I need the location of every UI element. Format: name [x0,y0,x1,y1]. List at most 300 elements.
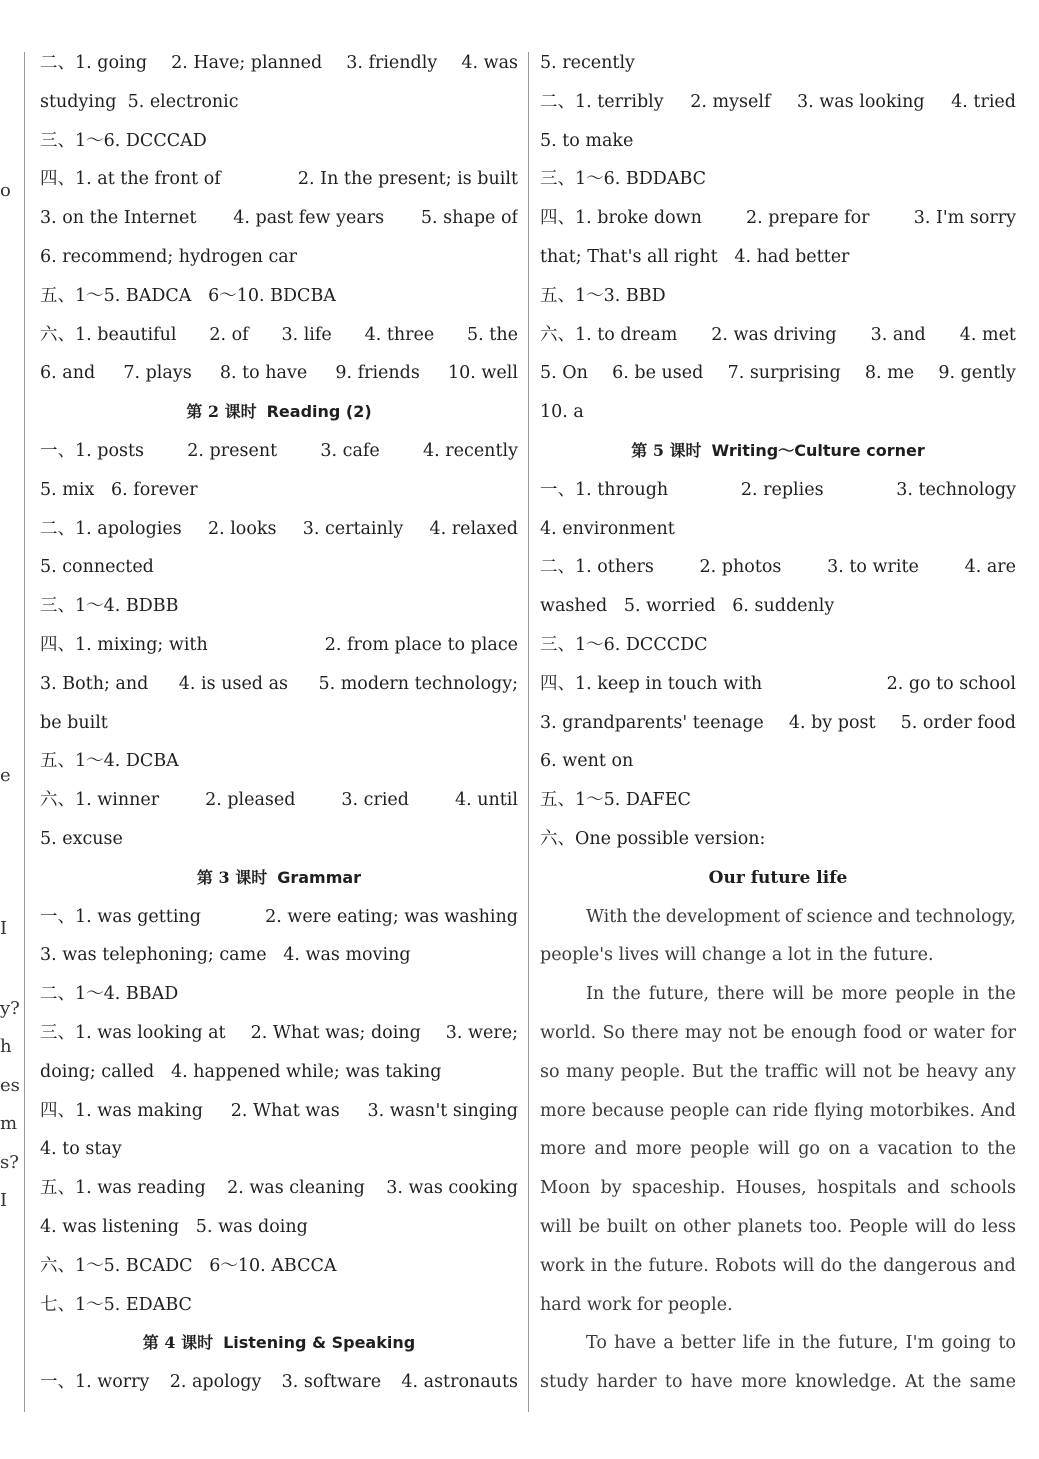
answer-item: 3. to write [827,557,919,578]
essay-line [540,975,1016,1014]
answer-item: 9. friends [335,363,420,384]
essay-word: harder [596,1372,657,1393]
essay-word: food [863,1022,902,1043]
answer-item: 七、1～5. EDABC [40,1294,192,1315]
essay-word: the [932,1372,962,1393]
answer-line [40,1053,518,1092]
answer-line [540,471,1016,510]
answer-item: 5. mix 6. forever [40,479,198,500]
answer-line [40,820,518,859]
answer-item: 三、1～4. BDBB [40,596,179,617]
answer-item: 8. me [864,363,915,384]
answer-item: 3. software [281,1372,382,1393]
essay-word: technology, [915,906,1016,927]
answer-line [40,587,518,626]
answer-item: 4. is used as [178,673,288,694]
answer-item: 一、1. through [540,479,669,500]
answer-item: 三、1～6. BDDABC [540,169,707,190]
essay-word: going [941,1333,992,1354]
answer-item: 2. prepare for [746,208,870,229]
essay-word: by [600,1178,622,1199]
lesson-heading [40,1324,518,1363]
essay-word: have [690,1372,733,1393]
answer-item: 3. wasn't singing [367,1100,518,1121]
answer-line [540,277,1016,316]
lesson-heading [540,432,1016,471]
essay-word: and [877,906,911,927]
answer-item: 2. replies [740,479,824,500]
answer-item: 6. be used [612,363,704,384]
answer-item: 4. tried [951,91,1016,112]
essay-line [540,1130,1016,1169]
answer-line [40,936,518,975]
essay-word: and [594,1139,628,1160]
answer-line [540,238,1016,277]
answer-item: 5. On [540,363,588,384]
answer-line [40,471,518,510]
answer-item: 5. to make [540,130,634,151]
essay-word: go [798,1139,820,1160]
answer-item: 五、1～3. BBD [540,285,666,306]
answer-item: 2. from place to place [324,634,518,655]
essay-word: And [980,1100,1016,1121]
essay-word: future. [648,1255,709,1276]
answer-line [40,432,518,471]
answer-line [540,316,1016,355]
answer-line [40,1169,518,1208]
essay-word: planets [737,1216,803,1237]
answer-item: 四、1. at the front of [40,169,221,190]
answer-item: 三、1～6. DCCCAD [40,130,207,151]
essay-word: in [590,1255,608,1276]
answer-item: 4. three [364,324,435,345]
essay-word: not [862,1061,892,1082]
answer-item: 五、1～5. BADCA 6～10. BDCBA [40,285,336,306]
edge-fragment: o [0,180,11,201]
answer-item: 二、1～4. BBAD [40,984,179,1005]
essay-line [540,936,1016,975]
essay-word: be [811,984,834,1005]
essay-word: the [987,984,1016,1005]
essay-word: people [670,1100,730,1121]
essay-word: too. [808,1216,843,1237]
essay-word: have [614,1333,657,1354]
lesson-heading [40,393,518,432]
essay-word: less [982,1216,1016,1237]
essay-word: many [565,1061,615,1082]
answer-item: 5. order food [900,712,1016,733]
essay-word: the [729,1061,759,1082]
answer-line [40,704,518,743]
answer-line [40,548,518,587]
essay-word: be [578,1216,601,1237]
edge-fragment: I [0,1190,8,1211]
answer-line [540,44,1016,83]
answer-item: 六、1. to dream [540,324,678,345]
answer-line [540,354,1016,393]
essay-word: better [681,1333,736,1354]
answer-item: 三、1～6. DCCCDC [540,634,708,655]
answer-item: 3. cried [341,790,409,811]
essay-word: enough [790,1022,857,1043]
answer-line [540,704,1016,743]
answer-line [40,199,518,238]
answer-item: be built [40,712,108,733]
essay-word: the [632,906,661,927]
essay-word: there [631,1022,679,1043]
left-answer-column [40,44,518,1402]
answer-item: 2. were eating; was washing [265,906,518,927]
essay-word: of [784,906,802,927]
answer-item: 3. life [281,324,332,345]
right-answer-column [540,44,1016,1402]
edge-fragment: h [0,1036,12,1057]
answer-item: 四、1. was making [40,1100,203,1121]
answer-item: washed 5. worried 6. suddenly [540,596,835,617]
essay-word: a [663,1333,674,1354]
essay-word: be [898,1061,920,1082]
essay-word: other [682,1216,731,1237]
essay-word: will [824,1061,857,1082]
essay-word: spaceship. [632,1178,726,1199]
essay-word: development [665,906,781,927]
essay-word: any [984,1061,1016,1082]
answer-line [40,238,518,277]
lesson-number: 第 3 课时 [196,867,268,887]
answer-item: 4. astronauts [401,1372,518,1393]
answer-line [40,626,518,665]
essay-word: People [849,1216,909,1237]
answer-line [540,83,1016,122]
essay-line [540,1363,1016,1402]
answer-line [40,1208,518,1247]
lesson-number: 第 5 课时 [631,440,702,460]
answer-line [540,510,1016,549]
answer-item: that; That's all right 4. had better [540,246,850,267]
answer-line [40,1286,518,1325]
answer-item: 4. by post [788,712,876,733]
answer-item: 2. go to school [886,673,1016,694]
answer-item: 3. friendly [346,53,438,73]
essay-line [540,1247,1016,1286]
answer-item: 2. of [209,324,249,345]
essay-word: in [777,1333,795,1354]
answer-item: 3. was telephoning; came 4. was moving [40,945,411,966]
answer-line [540,160,1016,199]
essay-word: and [906,1178,940,1199]
answer-line [540,665,1016,704]
essay-word: work [540,1255,585,1276]
answer-item: 2. myself [690,91,771,112]
answer-item: 2. present [187,440,278,461]
answer-item: 2. pleased [205,790,296,811]
answer-item: 四、1. mixing; with [40,634,208,655]
column-divider [528,52,529,1412]
essay-word: study [540,1372,589,1393]
essay-word: the [802,1333,831,1354]
essay-word: on [828,1139,851,1160]
answer-item: 6. went on [540,751,634,772]
answer-line [40,1092,518,1131]
essay-title: Our future life [708,867,848,888]
essay-word: built [606,1216,648,1237]
answer-line [40,83,518,122]
essay-word: there [716,984,765,1005]
essay-line [540,1208,1016,1247]
essay-text: hard work for people. [540,1294,733,1315]
essay-word: flying [814,1100,864,1121]
answer-item: 5. modern technology; [318,673,518,694]
essay-word: Houses, [735,1178,807,1199]
essay-word: So [602,1022,626,1043]
answer-line [40,665,518,704]
answer-item: 10. a [540,402,584,423]
answer-item: 六、1. winner [40,790,160,811]
answer-item: 7. surprising [727,363,841,384]
answer-item: 3. was looking [797,91,925,112]
answer-item: 二、1. going [40,53,148,73]
answer-line [540,820,1016,859]
answer-item: 一、1. was getting [40,906,201,927]
answer-line [540,393,1016,432]
answer-line [40,44,518,83]
answer-item: 3. and [870,324,926,345]
answer-item: 3. grandparents' teenage [540,712,764,733]
essay-word: vacation [877,1139,953,1160]
edge-fragment: y? [0,998,20,1019]
answer-line [540,122,1016,161]
essay-word: But [691,1061,723,1082]
essay-word: people [690,1139,750,1160]
essay-line [540,1014,1016,1053]
answer-item: 二、1. others [540,557,654,578]
essay-word: people. [620,1061,686,1082]
essay-word: knowledge. [795,1372,897,1393]
essay-word: more [841,984,888,1005]
essay-word: schools [950,1178,1016,1199]
answer-line [40,510,518,549]
answer-item: 5. recently [540,53,635,73]
answer-item: 4. are [964,557,1016,578]
essay-word: To [586,1333,607,1354]
essay-line [540,898,1016,937]
essay-word: people [895,984,955,1005]
essay-word: future, [648,984,710,1005]
essay-word: will [782,1255,815,1276]
answer-item: 二、1. apologies [40,518,182,539]
lesson-title: Reading (2) [266,402,372,422]
essay-word: same [969,1372,1016,1393]
answer-item: 五、1. was reading [40,1178,206,1199]
answer-item: 2. looks [207,518,277,539]
answer-item: 2. In the present; is built [297,169,518,190]
essay-word: At [905,1372,925,1393]
edge-fragment: I [0,918,8,939]
essay-word: will [914,1216,947,1237]
essay-text: people's lives will change a lot in the future. [540,945,934,966]
essay-word: motorbikes. [869,1100,975,1121]
essay-line [540,1053,1016,1092]
answer-item: 9. gently [938,363,1016,384]
essay-word: In [586,984,605,1005]
answer-item: 4. was [461,53,518,73]
answer-item: 一、1. posts [40,440,144,461]
essay-word: the [612,984,641,1005]
answer-item: 2. apology [169,1372,262,1393]
answer-item: 3. cafe [320,440,380,461]
essay-word: not [728,1022,757,1043]
answer-item: 4. met [959,324,1016,345]
essay-word: to [998,1333,1016,1354]
answer-item: 四、1. keep in touch with [540,673,763,694]
essay-word: may [684,1022,722,1043]
essay-word: heavy [926,1061,978,1082]
answer-item: 5. excuse [40,828,123,849]
answer-item: 3. certainly [302,518,404,539]
answer-line [540,742,1016,781]
answer-item: 10. well [448,363,518,384]
essay-word: more [635,1139,682,1160]
answer-item: 3. on the Internet [40,208,197,229]
answer-item: 2. Have; planned [171,53,323,73]
essay-word: the [987,1139,1016,1160]
answer-item: 7. plays [123,363,192,384]
answer-item: 六、1～5. BCADC 6～10. ABCCA [40,1255,337,1276]
essay-word: hospitals [817,1178,897,1199]
answer-item: 5. the [467,324,518,345]
essay-word: for [990,1022,1016,1043]
answer-item: 2. photos [699,557,782,578]
essay-word: world. [540,1022,597,1043]
answer-item: 4. environment [540,518,675,539]
lesson-title: Listening & Speaking [223,1333,416,1353]
answer-line [40,1247,518,1286]
answer-line [540,199,1016,238]
answer-line [540,781,1016,820]
answer-line [40,160,518,199]
essay-word: to [664,1372,683,1393]
essay-word: in [962,984,980,1005]
answer-line [40,975,518,1014]
essay-word: because [591,1100,665,1121]
answer-item: 4. until [454,790,518,811]
answer-item: 五、1～5. DAFEC [540,790,691,811]
answer-line [40,742,518,781]
essay-word: will [772,984,805,1005]
essay-line [540,1092,1016,1131]
lesson-number: 第 4 课时 [142,1333,214,1353]
answer-line [40,1363,518,1402]
answer-item: 2. was driving [711,324,837,345]
essay-word: dangerous [883,1255,977,1276]
answer-item: studying 5. electronic [40,91,239,112]
essay-word: science [806,906,873,927]
essay-word: be [763,1022,785,1043]
answer-item: 5. connected [40,557,154,578]
answer-line [40,316,518,355]
lesson-number: 第 2 课时 [186,402,257,422]
answer-item: 四、1. broke down [540,208,702,229]
essay-word: Moon [540,1178,591,1199]
lesson-heading [40,859,518,898]
essay-line [540,1324,1016,1363]
edge-fragment: m [0,1113,18,1134]
edge-fragment: e [0,765,11,786]
essay-word: Robots [714,1255,777,1276]
answer-item: 2. was cleaning [227,1178,365,1199]
essay-word: life [742,1333,771,1354]
essay-word: will [540,1216,572,1237]
essay-word: a [858,1139,870,1160]
essay-word: on [654,1216,677,1237]
answer-item: 6. recommend; hydrogen car [40,246,298,267]
answer-item: 六、1. beautiful [40,324,177,345]
answer-item: 2. What was [230,1100,340,1121]
edge-fragment: s? [0,1152,19,1173]
edge-fragment: es [0,1075,20,1096]
essay-word: water [933,1022,985,1043]
answer-item: doing; called 4. happened while; was taking [40,1061,442,1082]
answer-item: 六、One possible version: [540,828,766,849]
answer-item: 2. What was; doing [250,1022,421,1043]
essay-line [540,1169,1016,1208]
answer-item: 4. recently [423,440,518,461]
answer-item: 三、1. was looking at [40,1022,226,1043]
essay-word: so [540,1061,560,1082]
essay-word: traffic [764,1061,819,1082]
answer-item: 一、1. worry [40,1372,150,1393]
essay-word: I'm [905,1333,934,1354]
essay-word: more [540,1100,586,1121]
answer-item: 4. past few years [233,208,385,229]
left-margin-rule [24,52,25,1412]
essay-line [540,1286,1016,1325]
answer-line [40,277,518,316]
answer-line [40,122,518,161]
essay-word: or [908,1022,927,1043]
essay-word: do [953,1216,976,1237]
essay-word: the [613,1255,643,1276]
answer-item: 3. I'm sorry [913,208,1016,229]
answer-item: 4. was listening 5. was doing [40,1216,308,1237]
lesson-title: Writing～Culture corner [711,440,925,460]
answer-item: 五、1～4. DCBA [40,751,179,772]
essay-word: With [586,906,628,927]
answer-line [40,898,518,937]
essay-word: do [820,1255,843,1276]
essay-word: ride [772,1100,809,1121]
answer-item: 5. shape of [420,208,518,229]
essay-word: will [757,1139,790,1160]
lesson-title: Grammar [277,867,362,887]
essay-word: the [848,1255,878,1276]
answer-line [40,1014,518,1053]
essay-word: more [740,1372,787,1393]
answer-item: 二、1. terribly [540,91,664,112]
essay-word: more [540,1139,586,1160]
answer-item: 4. relaxed [429,518,518,539]
answer-line [40,1130,518,1169]
answer-line [540,548,1016,587]
answer-item: 3. Both; and [40,673,149,694]
answer-item: 3. were; [445,1022,518,1043]
essay-word: and [982,1255,1016,1276]
answer-item: 4. to stay [40,1139,122,1160]
answer-line [40,354,518,393]
answer-item: 3. was cooking [386,1178,518,1199]
essay-word: to [961,1139,979,1160]
answer-item: 6. and [40,363,96,384]
